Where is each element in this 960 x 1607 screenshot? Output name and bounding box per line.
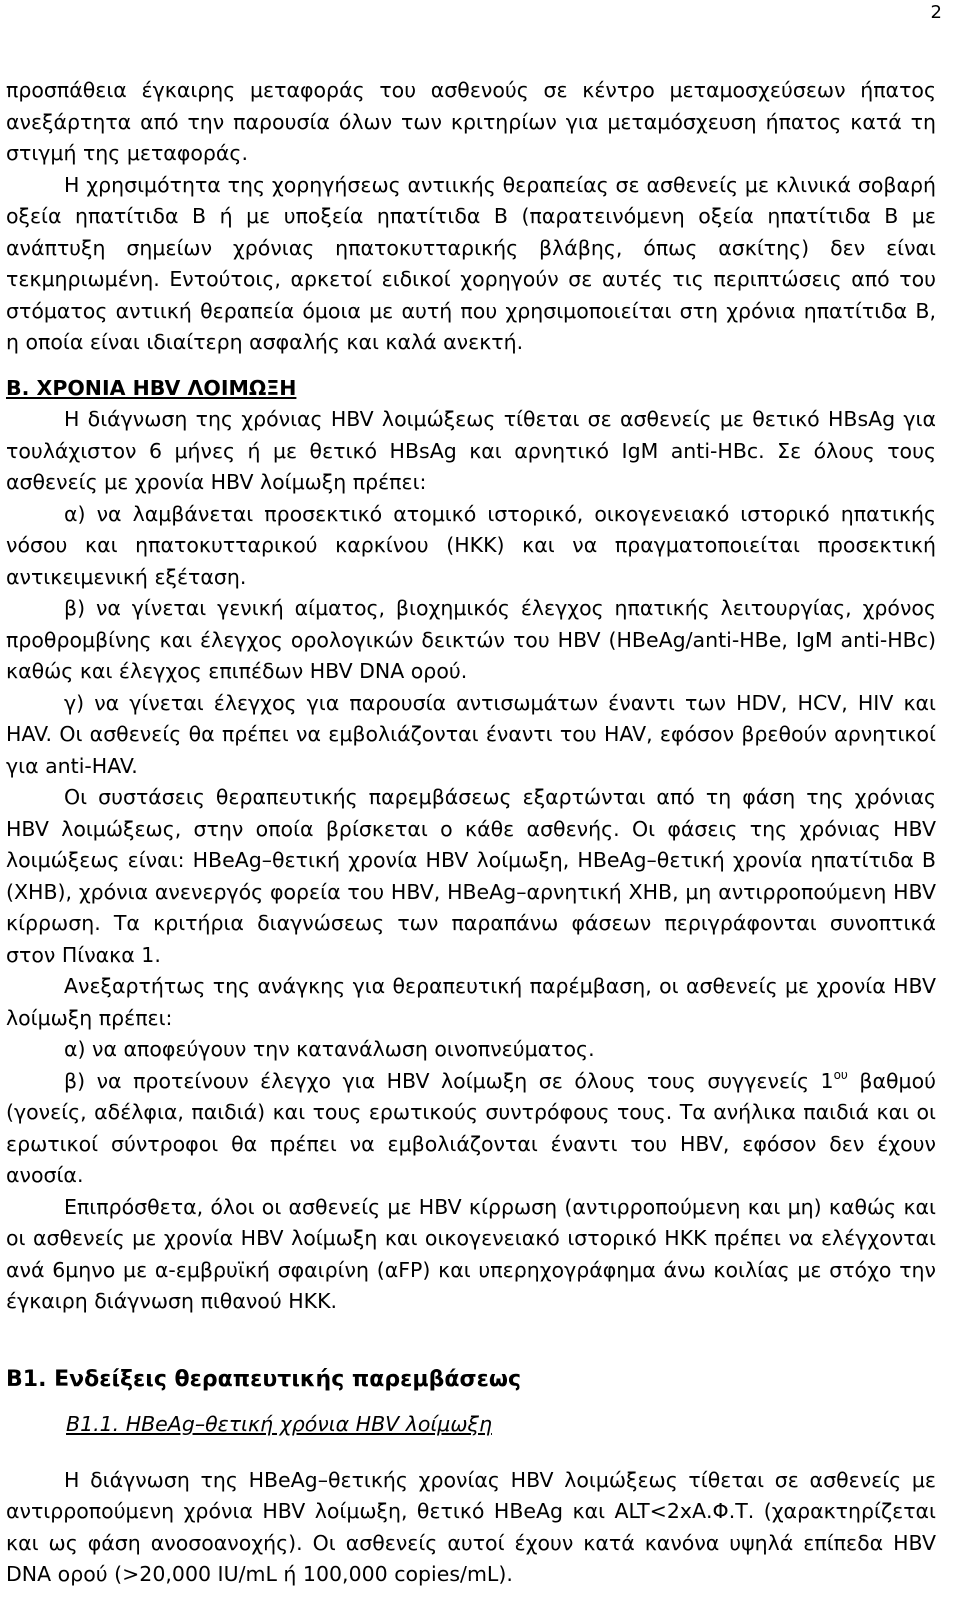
paragraph: Οι συστάσεις θεραπευτικής παρεμβάσεως εξαρτώνται από τη φάση της χρόνιας HBV λοιμώξεως, στην οποία βρίσκεται ο κάθε ασθενής. Οι φάσεις της χρόνιας HBV λοιμώξεως είναι: HBeAg–θετική χρονία HBV λοίμωξη, HBeAg–θετική χρονία ηπατίτιδα Β (ΧΗΒ), χρόνια ανενεργός φορεία του HBV, HBeAg–αρνητική ΧΗΒ, μη αντιρροπούμενη HBV κίρρωση. Τα κριτήρια διαγνώσεως των παραπάνω φάσεων περιγράφονται συνοπτικά στον Πίνακα 1. [6, 785, 936, 967]
section-heading-b: Β. ΧΡΟΝΙΑ HBV ΛΟΙΜΩΞΗ [6, 375, 297, 400]
paragraph-text: βαθμού (γονείς, αδέλφια, παιδιά) και τους ερωτικούς συντρόφους τους. Τα ανήλικα παιδιά και οι ερωτικοί σύντροφοι θα πρέπει να εμβολιάζονται έναντι του HBV, εφόσον δεν έχουν ανοσία. [6, 1068, 936, 1187]
subsection-heading-b11: Β1.1. HBeAg–θετική χρόνια HBV λοίμωξη [66, 1412, 492, 1436]
ordinal-superscript: ου [833, 1067, 848, 1082]
paragraph: Η διάγνωση της HBeAg–θετικής χρονίας HBV λοιμώξεως τίθεται σε ασθενείς με αντιρροπούμενη χρόνια HBV λοίμωξη, θετικό HBeAg και ALT<2xΑ.Φ.Τ. (χαρακτηρίζεται και ως φάση ανοσοανοχής). Οι ασθενείς αυτοί έχουν κατά κανόνα υψηλά επίπεδα HBV DNA ορού (>20,000 IU/mL ή 100,000 copies/mL). [6, 1467, 936, 1586]
page-number: 2 [930, 2, 942, 23]
paragraph: α) να αποφεύγουν την κατανάλωση οινοπνεύματος. [64, 1037, 595, 1061]
paragraph: προσπάθεια έγκαιρης μεταφοράς του ασθενούς σε κέντρο μεταμοσχεύσεων ήπατος ανεξάρτητα από την παρουσία όλων των κριτηρίων για μεταμόσχευση ήπατος κατά τη στιγμή της μεταφοράς. [6, 78, 936, 165]
paragraph: β) να γίνεται γενική αίματος, βιοχημικός έλεγχος ηπατικής λειτουργίας, χρόνος προθρομβίνης και έλεγχος ορολογικών δεικτών του HBV (HBeAg/anti-HBe, IgM anti-HBc) καθώς και έλεγχος επιπέδων HBV DNA ορού. [6, 596, 936, 683]
paragraph: Η χρησιμότητα της χορηγήσεως αντιικής θεραπείας σε ασθενείς με κλινικά σοβαρή οξεία ηπατίτιδα Β ή με υποξεία ηπατίτιδα Β (παρατεινόμενη οξεία ηπατίτιδα Β με ανάπτυξη σημείων χρόνιας ηπατοκυτταρικής βλάβης, όπως ασκίτης) δεν είναι τεκμηριωμένη. Εντούτοις, αρκετοί ειδικοί χορηγούν σε αυτές τις περιπτώσεις από του στόματος αντιική θεραπεία όμοια με αυτή που χρησιμοποιείται στη χρόνια ηπατίτιδα Β, η οποία είναι ιδιαίτερη ασφαλής και καλά ανεκτή. [6, 172, 936, 354]
paragraph-text: β) να προτείνουν έλεγχο για HBV λοίμωξη σε όλους τους συγγενείς 1 [64, 1068, 834, 1093]
section-heading-b1: Β1. Ενδείξεις θεραπευτικής παρεμβάσεως [6, 1366, 521, 1392]
paragraph: γ) να γίνεται έλεγχος για παρουσία αντισωμάτων έναντι των HDV, HCV, HIV και HAV. Οι ασθενείς θα πρέπει να εμβολιάζονται έναντι του HAV, εφόσον βρεθούν αρνητικοί για anti-HAV. [6, 690, 936, 778]
document-body [6, 75, 936, 1591]
paragraph: Επιπρόσθετα, όλοι οι ασθενείς με HBV κίρρωση (αντιρροπούμενη και μη) καθώς και οι ασθενείς με χρονία HBV λοίμωξη και οικογενειακό ιστορικό ΗΚΚ πρέπει να ελέγχονται ανά 6μηνο με α-εμβρυϊκή σφαιρίνη (αFP) και υπερηχογράφημα άνω κοιλίας με στόχο την έγκαιρη διάγνωση πιθανού ΗΚΚ. [6, 1194, 936, 1313]
paragraph: Ανεξαρτήτως της ανάγκης για θεραπευτική παρέμβαση, οι ασθενείς με χρονία HBV λοίμωξη πρέπει: [6, 974, 936, 1030]
paragraph: Η διάγνωση της χρόνιας HBV λοιμώξεως τίθεται σε ασθενείς με θετικό HBsAg για τουλάχιστον 6 μήνες ή με θετικό HBsAg και αρνητικό IgM anti-HBc. Σε όλους τους ασθενείς με χρονία HBV λοίμωξη πρέπει: [6, 407, 936, 494]
paragraph: α) να λαμβάνεται προσεκτικό ατομικό ιστορικό, οικογενειακό ιστορικό ηπατικής νόσου και ηπατοκυτταρικού καρκίνου (ΗΚΚ) και να πραγματοποιείται προσεκτική αντικειμενική εξέταση. [6, 501, 936, 589]
paragraph [6, 1066, 936, 1192]
